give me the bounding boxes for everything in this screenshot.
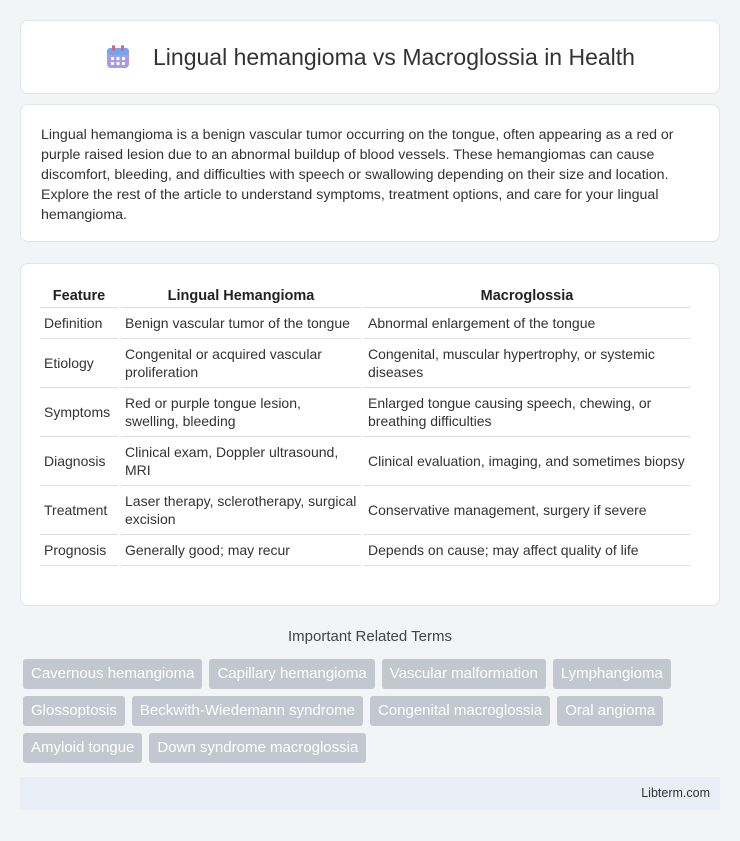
table-row — [40, 437, 690, 486]
related-term-tag[interactable]: Beckwith-Wiedemann syndrome — [132, 696, 363, 726]
page-title: Lingual hemangioma vs Macroglossia in Health — [153, 43, 635, 70]
row-macroglossia: Conservative management, surgery if severe — [364, 486, 690, 535]
table-row — [40, 486, 690, 535]
footer — [20, 777, 720, 810]
row-hemangioma: Benign vascular tumor of the tongue — [121, 308, 361, 339]
row-feature: Prognosis — [40, 535, 118, 566]
row-feature: Treatment — [40, 486, 118, 535]
intro-text: Lingual hemangioma is a benign vascular tumor occurring on the tongue, often appearing as a red or purple raised lesion due to an abnormal buildup of blood vessels. These hemangiomas can cause discomfort, bleeding, and difficulties with speech or swallowing depending on their size and location. Explore the rest of the article to understand symptoms, treatment options, and care for your lingual hemangioma. — [41, 127, 674, 223]
row-feature: Symptoms — [40, 388, 118, 437]
row-hemangioma: Red or purple tongue lesion, swelling, bleeding — [121, 388, 361, 437]
table-row — [40, 339, 690, 388]
table-row — [40, 388, 690, 437]
table-header-row — [40, 286, 690, 308]
row-macroglossia: Depends on cause; may affect quality of life — [364, 535, 690, 566]
header-macroglossia: Macroglossia — [364, 286, 690, 308]
related-term-tag[interactable]: Vascular malformation — [382, 659, 546, 689]
row-feature: Diagnosis — [40, 437, 118, 486]
row-hemangioma: Clinical exam, Doppler ultrasound, MRI — [121, 437, 361, 486]
row-hemangioma: Congenital or acquired vascular proliferation — [121, 339, 361, 388]
intro-card — [20, 104, 720, 242]
row-macroglossia: Enlarged tongue causing speech, chewing, or breathing difficulties — [364, 388, 690, 437]
row-hemangioma: Laser therapy, sclerotherapy, surgical excision — [121, 486, 361, 535]
header-feature: Feature — [40, 286, 118, 308]
row-feature: Definition — [40, 308, 118, 339]
related-term-tag[interactable]: Amyloid tongue — [23, 733, 142, 763]
related-term-tag[interactable]: Congenital macroglossia — [370, 696, 550, 726]
table-row — [40, 535, 690, 566]
table-row — [40, 308, 690, 339]
footer-site-link[interactable]: Libterm.com — [641, 786, 710, 800]
row-macroglossia: Abnormal enlargement of the tongue — [364, 308, 690, 339]
header-lingual-hemangioma: Lingual Hemangioma — [121, 286, 361, 308]
related-terms-title: Important Related Terms — [288, 628, 452, 645]
row-hemangioma: Generally good; may recur — [121, 535, 361, 566]
row-feature: Etiology — [40, 339, 118, 388]
row-macroglossia: Congenital, muscular hypertrophy, or systemic diseases — [364, 339, 690, 388]
row-macroglossia: Clinical evaluation, imaging, and sometimes biopsy — [364, 437, 690, 486]
related-term-tag[interactable]: Glossoptosis — [23, 696, 125, 726]
title-card — [20, 20, 720, 94]
related-terms-list — [23, 659, 723, 763]
related-term-tag[interactable]: Down syndrome macroglossia — [149, 733, 366, 763]
related-term-tag[interactable]: Lymphangioma — [553, 659, 671, 689]
related-term-tag[interactable]: Capillary hemangioma — [209, 659, 374, 689]
calendar-icon — [105, 44, 131, 70]
related-term-tag[interactable]: Cavernous hemangioma — [23, 659, 202, 689]
related-term-tag[interactable]: Oral angioma — [557, 696, 663, 726]
comparison-table — [37, 286, 693, 566]
comparison-table-card — [20, 263, 720, 606]
